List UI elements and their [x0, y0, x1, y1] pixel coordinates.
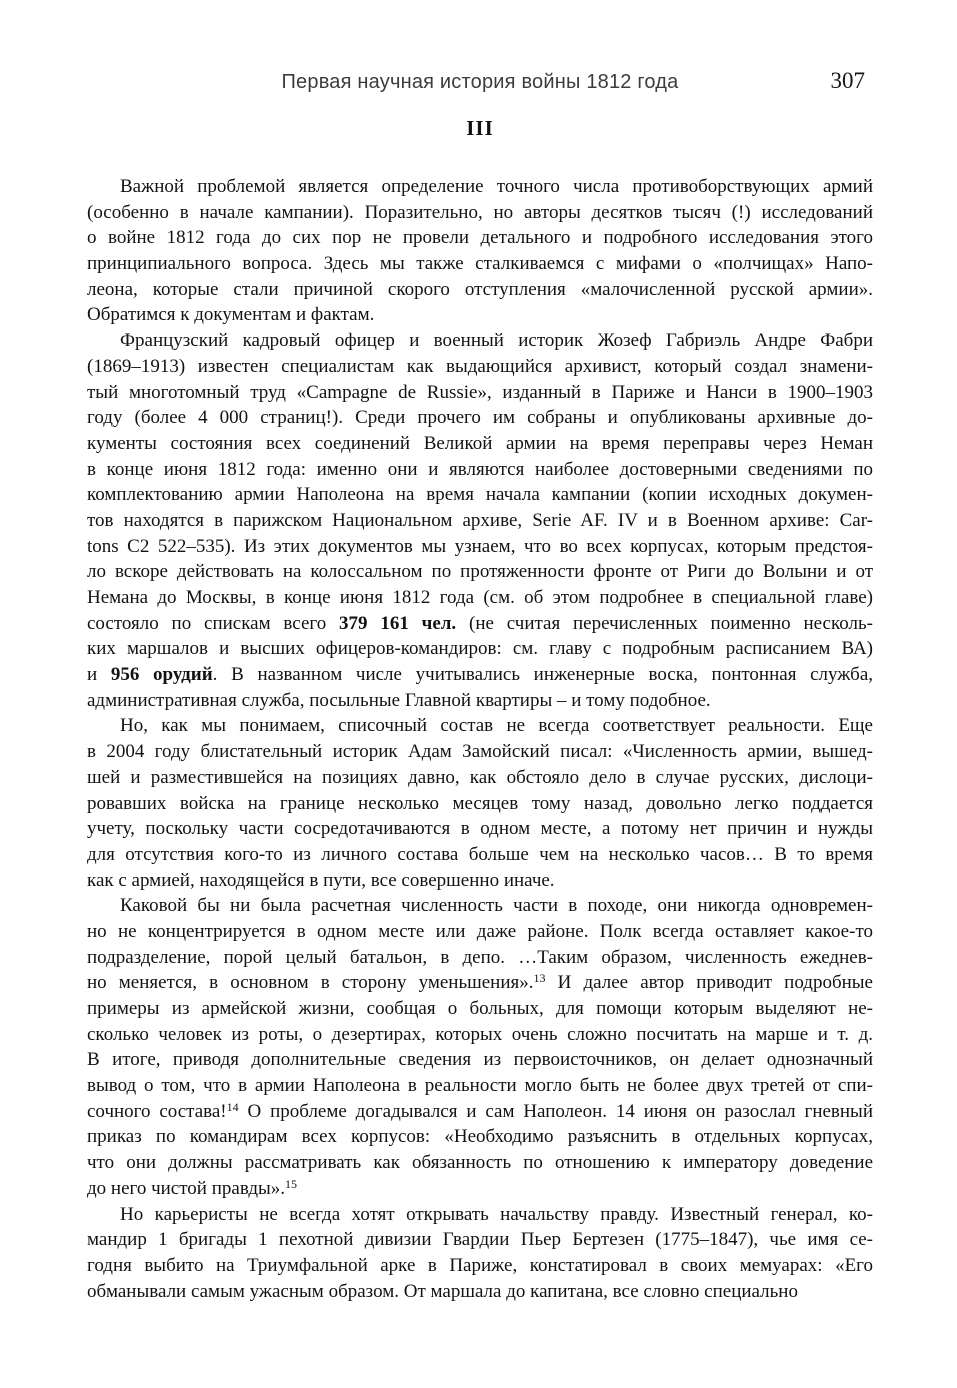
text-line: Обратимся к документам и фактам.: [87, 304, 375, 326]
text-line: но не концентрируется в одном месте или даже районе. Полк всегда оставляет какое-то: [87, 920, 873, 942]
text-line: как с армией, находящейся в пути, все совершенно иначе.: [87, 869, 555, 891]
text-line: Немана до Москвы, в конце июня 1812 года (см. об этом подробнее в специальной главе): [87, 587, 873, 608]
text-line: комплектованию армии Наполеона на время начала кампании (копии исходных докумен-: [87, 484, 873, 506]
page-number: 307: [830, 68, 865, 93]
text-line: в конце июня 1812 года: именно они и являются наиболее достоверными сведениями по: [87, 458, 873, 480]
text-line: годня выбито на Триумфальной арке в Париже, констатировал в своих мемуарах: «Его: [87, 1254, 873, 1276]
text-line: до него чистой правды».$^{15}$: [87, 1176, 297, 1199]
text-line: сколько человек из роты, о дезертирах, которых очень сложно посчитать на марше и т. д.: [87, 1023, 873, 1045]
text-line: но меняется, в основном в сторону уменьшения».$^{13}$ И далее автор приводит подробные: [87, 971, 873, 994]
text-line: о войне 1812 года до сих пор не провели детального и подробного исследования этого: [87, 227, 873, 249]
text-line: учету, поскольку части сосредотачиваются в одном месте, а потому нет причин и нужды: [87, 818, 873, 840]
text-line: и 956 орудий. В названном числе учитывались инженерные воска, понтонная служба,: [87, 664, 873, 686]
text-line: примеры из армейской жизни, сообщая о больных, для помощи которым выделяют не-: [87, 998, 873, 1019]
text-line: В итоге, приводя дополнительные сведения из первоисточников, он делает однозначный: [87, 1049, 873, 1071]
paragraph: [87, 893, 873, 1201]
text-line: году (более 4 000 страниц!). Среди прочего им собраны и опубликованы архивные до-: [87, 407, 873, 429]
text-line: тов находятся в парижском Национальном архиве, Serie AF. IV и в Военном архиве: Car-: [87, 509, 873, 531]
text-line: административная служба, посыльные Главной квартиры – и тому подобное.: [87, 689, 711, 711]
text-line: ких маршалов и высших офицеров-командиров: см. главу с подробным расписанием ВА): [87, 638, 873, 660]
text-line: (особенно в начале кампании). Поразительно, но авторы десятков тысяч (!) исследований: [87, 201, 873, 223]
text-line: Каковой бы ни была расчетная численность части в походе, они никогда одновремен-: [120, 895, 873, 917]
text-line: (1869–1913) известен специалистам как выдающийся архивист, который создал знамени-: [87, 355, 873, 377]
paragraph: [87, 328, 873, 713]
text-line: тый многотомный труд «Campagne de Russie», изданный в Париже и Нанси в 1900–1903: [87, 381, 873, 403]
text-line: Важной проблемой является определение точного числа противоборствующих армий: [120, 176, 873, 197]
footnote-ref: 15: [285, 1176, 297, 1191]
text-line: для отсутствия кого-то из личного состава больше чем на несколько часов… В то время: [87, 843, 873, 865]
running-header: Первая научная история войны 1812 года: [281, 71, 679, 93]
bold-figure: 956 орудий: [110, 664, 213, 686]
text-line: сочного состава!$^{14}$ О проблеме догадывался и сам Наполеон. 14 июня он разослал гневный: [87, 1099, 873, 1122]
paragraph: [87, 174, 873, 328]
text-line: ло вскоре действовать на колоссальном по протяженности фронте от Риги до Волыни и от: [87, 561, 873, 583]
text-line: что они должны рассматривать как обязанность по отношению к императору доведение: [87, 1152, 873, 1174]
text-line: вывод о том, что в армии Наполеона в реальности могло быть не более двух третей от спи-: [87, 1075, 873, 1097]
page-body-text: [87, 174, 873, 1304]
bold-figure: 379 161 чел.: [339, 612, 457, 634]
text-line: приказ по командирам всех корпусов: «Необходимо разъяснить в отдельных корпусах,: [87, 1126, 873, 1148]
text-line: ровавших войска на границе несколько месяцев тому назад, довольно легко поддается: [87, 792, 873, 814]
footnote-ref: 14: [226, 1099, 239, 1114]
text-line: кументы состояния всех соединений Великой армии на время переправы через Неман: [87, 432, 873, 454]
text-line: подразделение, порой целый батальон, в депо. …Таким образом, численность ежеднев-: [87, 946, 873, 968]
text-line: обманывали самым ужасным образом. От маршала до капитана, все словно специально: [87, 1280, 798, 1302]
text-line: Но, как мы понимаем, списочный состав не всегда соответствует реальности. Еще: [120, 715, 873, 737]
text-line: шей и разместившейся на позициях давно, как обстояло дело в случае русских, дислоци-: [87, 766, 873, 788]
footnote-ref: 13: [533, 971, 546, 986]
section-heading: III: [466, 116, 494, 140]
text-line: леона, которые стали причиной скорого отступления «малочисленной русской армии».: [87, 278, 873, 300]
text-line: Но карьеристы не всегда хотят открывать начальству правду. Известный генерал, ко-: [120, 1203, 873, 1225]
text-line: мандир 1 бригады 1 пехотной дивизии Гвардии Пьер Бертезен (1775–1847), чье имя се-: [87, 1229, 873, 1251]
text-line: в 2004 году блистательный историк Адам Замойский писал: «Численность армии, вышед-: [87, 741, 873, 763]
paragraph: [87, 1202, 873, 1305]
text-line: Французский кадровый офицер и военный историк Жозеф Габриэль Андре Фабри: [120, 330, 873, 352]
text-line: принципиального вопроса. Здесь мы также сталкиваемся с мифами о «полчищах» Напо-: [87, 253, 873, 275]
text-line: tons C2 522–535). Из этих документов мы узнаем, что во всех корпусах, которым предстоя-: [87, 535, 873, 557]
paragraph: [87, 713, 873, 893]
text-line: состояло по спискам всего 379 161 чел. (не считая перечисленных поименно несколь-: [87, 612, 873, 634]
